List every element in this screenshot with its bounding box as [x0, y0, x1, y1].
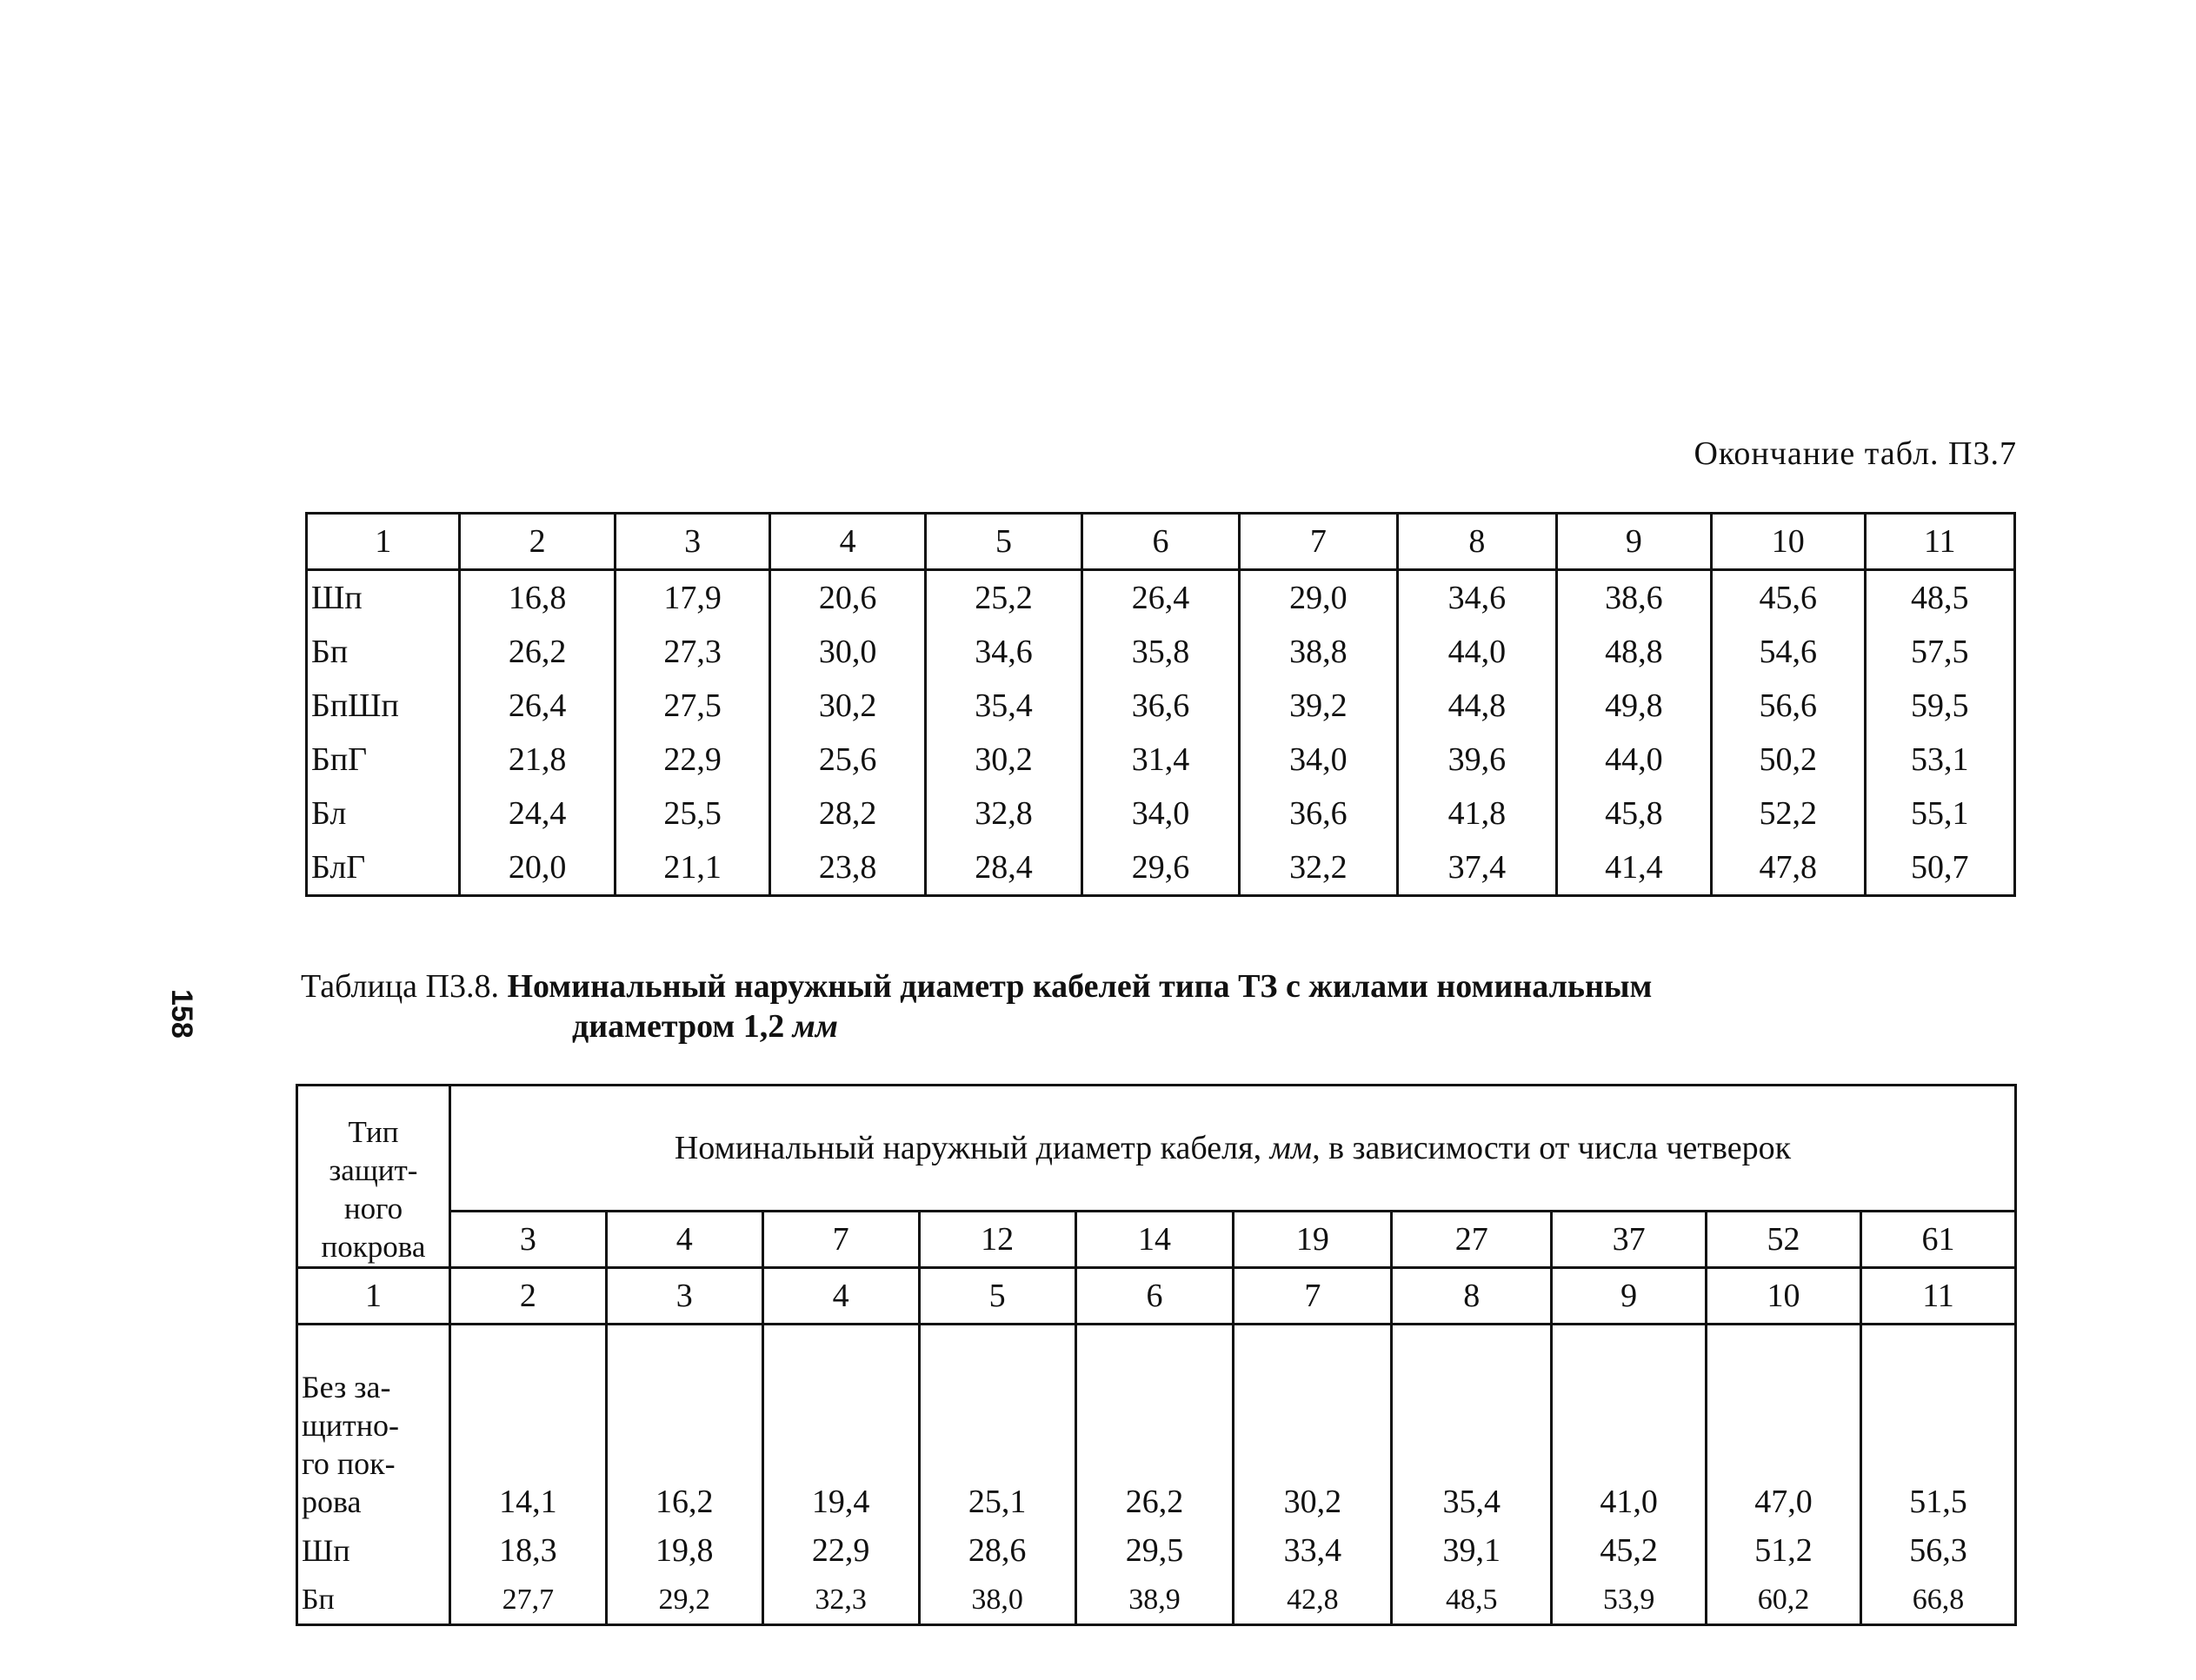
table-title-lead: Таблица П3.8.	[301, 968, 499, 1005]
header-line: ного	[343, 1192, 403, 1225]
cell: 23,8	[770, 840, 925, 896]
cell: 57,5	[1865, 625, 2015, 679]
cell: 60,2	[1707, 1577, 1861, 1625]
cell: 54,6	[1712, 625, 1865, 679]
column-number: 4	[770, 514, 925, 570]
cell: 44,8	[1398, 679, 1556, 733]
cell: 50,7	[1865, 840, 2015, 896]
cell: 34,6	[925, 625, 1081, 679]
cell: 47,8	[1712, 840, 1865, 896]
cell: 22,9	[615, 733, 769, 787]
cell: 24,4	[460, 787, 615, 840]
quad-count: 14	[1075, 1212, 1234, 1268]
column-number: 1	[307, 514, 460, 570]
cell: 52,2	[1712, 787, 1865, 840]
column-number: 7	[1234, 1268, 1392, 1325]
cell: 29,5	[1075, 1524, 1234, 1577]
cell: 17,9	[615, 570, 769, 626]
cell: 41,0	[1552, 1325, 1707, 1525]
cell: 35,8	[1082, 625, 1239, 679]
row-label: Шп	[297, 1524, 450, 1577]
cell: 29,6	[1082, 840, 1239, 896]
row-label-line: рова	[302, 1484, 362, 1519]
table-title-unit: мм	[792, 1008, 838, 1045]
table-p3-8	[296, 1084, 2017, 1626]
cell: 36,6	[1082, 679, 1239, 733]
quad-count: 12	[919, 1212, 1075, 1268]
cell: 38,9	[1075, 1577, 1234, 1625]
column-number: 10	[1712, 514, 1865, 570]
cell: 56,3	[1861, 1524, 2016, 1577]
cell: 14,1	[449, 1325, 606, 1525]
row-label: Бп	[307, 625, 460, 679]
quad-count-row	[297, 1212, 2016, 1268]
row-label-line: го пок-	[302, 1446, 396, 1481]
row-label: БпГ	[307, 733, 460, 787]
cell: 39,2	[1239, 679, 1397, 733]
cell: 29,2	[606, 1577, 762, 1625]
cell: 28,6	[919, 1524, 1075, 1577]
table-title-cont-text: диаметром 1,2	[572, 1008, 785, 1045]
cell: 51,5	[1861, 1325, 2016, 1525]
cell: 21,1	[615, 840, 769, 896]
cell: 50,2	[1712, 733, 1865, 787]
header-line: защит-	[329, 1153, 418, 1187]
cell: 26,2	[1075, 1325, 1234, 1525]
cell: 34,0	[1082, 787, 1239, 840]
cell: 27,7	[449, 1577, 606, 1625]
cell: 16,8	[460, 570, 615, 626]
cell: 37,4	[1398, 840, 1556, 896]
span-header-unit: мм,	[1269, 1130, 1321, 1166]
cell: 48,8	[1556, 625, 1711, 679]
span-header-pre: Номинальный наружный диаметр кабеля,	[674, 1130, 1262, 1166]
cell: 55,1	[1865, 787, 2015, 840]
table-row	[307, 840, 2015, 896]
table-title	[301, 966, 2031, 1046]
column-number: 1	[297, 1268, 450, 1325]
table-row	[297, 1325, 2016, 1525]
cell: 45,2	[1552, 1524, 1707, 1577]
column-number: 8	[1398, 514, 1556, 570]
column-number: 6	[1082, 514, 1239, 570]
quad-count: 4	[606, 1212, 762, 1268]
row-label-line: щитно-	[302, 1408, 399, 1443]
cell: 34,0	[1239, 733, 1397, 787]
column-number: 5	[919, 1268, 1075, 1325]
column-number: 2	[449, 1268, 606, 1325]
cell: 27,5	[615, 679, 769, 733]
cell: 19,4	[762, 1325, 919, 1525]
column-number: 9	[1556, 514, 1711, 570]
cell: 45,8	[1556, 787, 1711, 840]
cell: 47,0	[1707, 1325, 1861, 1525]
cell: 51,2	[1707, 1524, 1861, 1577]
quad-count: 19	[1234, 1212, 1392, 1268]
cell: 30,2	[770, 679, 925, 733]
table-p3-7-end	[305, 512, 2016, 897]
cell: 36,6	[1239, 787, 1397, 840]
row-label: Шп	[307, 570, 460, 626]
column-number: 11	[1865, 514, 2015, 570]
cell: 39,1	[1392, 1524, 1552, 1577]
quad-count: 37	[1552, 1212, 1707, 1268]
cell: 31,4	[1082, 733, 1239, 787]
cell: 26,4	[460, 679, 615, 733]
cell: 28,4	[925, 840, 1081, 896]
cell: 38,6	[1556, 570, 1711, 626]
cell: 45,6	[1712, 570, 1865, 626]
column-number: 3	[606, 1268, 762, 1325]
cell: 48,5	[1392, 1577, 1552, 1625]
cell: 44,0	[1556, 733, 1711, 787]
table-row	[297, 1577, 2016, 1625]
cell: 41,8	[1398, 787, 1556, 840]
column-number: 11	[1861, 1268, 2016, 1325]
cell: 30,0	[770, 625, 925, 679]
table-title-continuation	[301, 1006, 2031, 1046]
header-line: Тип	[348, 1115, 399, 1149]
row-label	[297, 1325, 450, 1525]
cell: 26,4	[1082, 570, 1239, 626]
quad-count: 61	[1861, 1212, 2016, 1268]
cell: 25,2	[925, 570, 1081, 626]
cell: 32,3	[762, 1577, 919, 1625]
cell: 41,4	[1556, 840, 1711, 896]
cell: 35,4	[925, 679, 1081, 733]
cell: 38,8	[1239, 625, 1397, 679]
cell: 25,6	[770, 733, 925, 787]
cell: 27,3	[615, 625, 769, 679]
column-number-row	[307, 514, 2015, 570]
cell: 20,0	[460, 840, 615, 896]
cell: 20,6	[770, 570, 925, 626]
cell: 44,0	[1398, 625, 1556, 679]
protective-cover-type-header	[297, 1086, 450, 1268]
cell: 66,8	[1861, 1577, 2016, 1625]
column-number: 7	[1239, 514, 1397, 570]
table-title-text: Номинальный наружный диаметр кабелей типа ТЗ с жилами номинальным	[507, 968, 1653, 1005]
column-number: 9	[1552, 1268, 1707, 1325]
cell: 59,5	[1865, 679, 2015, 733]
cell: 32,2	[1239, 840, 1397, 896]
page-number: 158	[165, 989, 198, 1039]
cell: 56,6	[1712, 679, 1865, 733]
row-label: Бп	[297, 1577, 450, 1625]
cell: 48,5	[1865, 570, 2015, 626]
row-label: БпШп	[307, 679, 460, 733]
cell: 29,0	[1239, 570, 1397, 626]
cell: 49,8	[1556, 679, 1711, 733]
column-number: 6	[1075, 1268, 1234, 1325]
cell: 42,8	[1234, 1577, 1392, 1625]
cell: 39,6	[1398, 733, 1556, 787]
row-label: БлГ	[307, 840, 460, 896]
cell: 33,4	[1234, 1524, 1392, 1577]
table-row	[307, 679, 2015, 733]
row-label-line: Без за-	[302, 1370, 391, 1404]
column-number: 4	[762, 1268, 919, 1325]
cell: 30,2	[1234, 1325, 1392, 1525]
column-number: 3	[615, 514, 769, 570]
quad-count: 27	[1392, 1212, 1552, 1268]
table-row	[307, 625, 2015, 679]
column-number: 10	[1707, 1268, 1861, 1325]
column-number: 2	[460, 514, 615, 570]
table-row	[307, 787, 2015, 840]
header-line: покрова	[321, 1230, 426, 1264]
column-number-row	[297, 1268, 2016, 1325]
quad-count: 7	[762, 1212, 919, 1268]
cell: 21,8	[460, 733, 615, 787]
cell: 22,9	[762, 1524, 919, 1577]
span-header-post: в зависимости от числа четверок	[1328, 1130, 1792, 1166]
table-row	[307, 570, 2015, 626]
cell: 30,2	[925, 733, 1081, 787]
cell: 28,2	[770, 787, 925, 840]
table-row	[297, 1524, 2016, 1577]
continuation-note: Окончание табл. П3.7	[1694, 435, 2017, 472]
cell: 38,0	[919, 1577, 1075, 1625]
row-label: Бл	[307, 787, 460, 840]
cell: 25,5	[615, 787, 769, 840]
cell: 19,8	[606, 1524, 762, 1577]
column-number: 5	[925, 514, 1081, 570]
cell: 53,9	[1552, 1577, 1707, 1625]
cell: 26,2	[460, 625, 615, 679]
cell: 35,4	[1392, 1325, 1552, 1525]
diameter-span-header	[449, 1086, 2015, 1212]
cell: 34,6	[1398, 570, 1556, 626]
cell: 32,8	[925, 787, 1081, 840]
column-number: 8	[1392, 1268, 1552, 1325]
table-row	[307, 733, 2015, 787]
cell: 25,1	[919, 1325, 1075, 1525]
quad-count: 52	[1707, 1212, 1861, 1268]
cell: 53,1	[1865, 733, 2015, 787]
cell: 16,2	[606, 1325, 762, 1525]
quad-count: 3	[449, 1212, 606, 1268]
cell: 18,3	[449, 1524, 606, 1577]
